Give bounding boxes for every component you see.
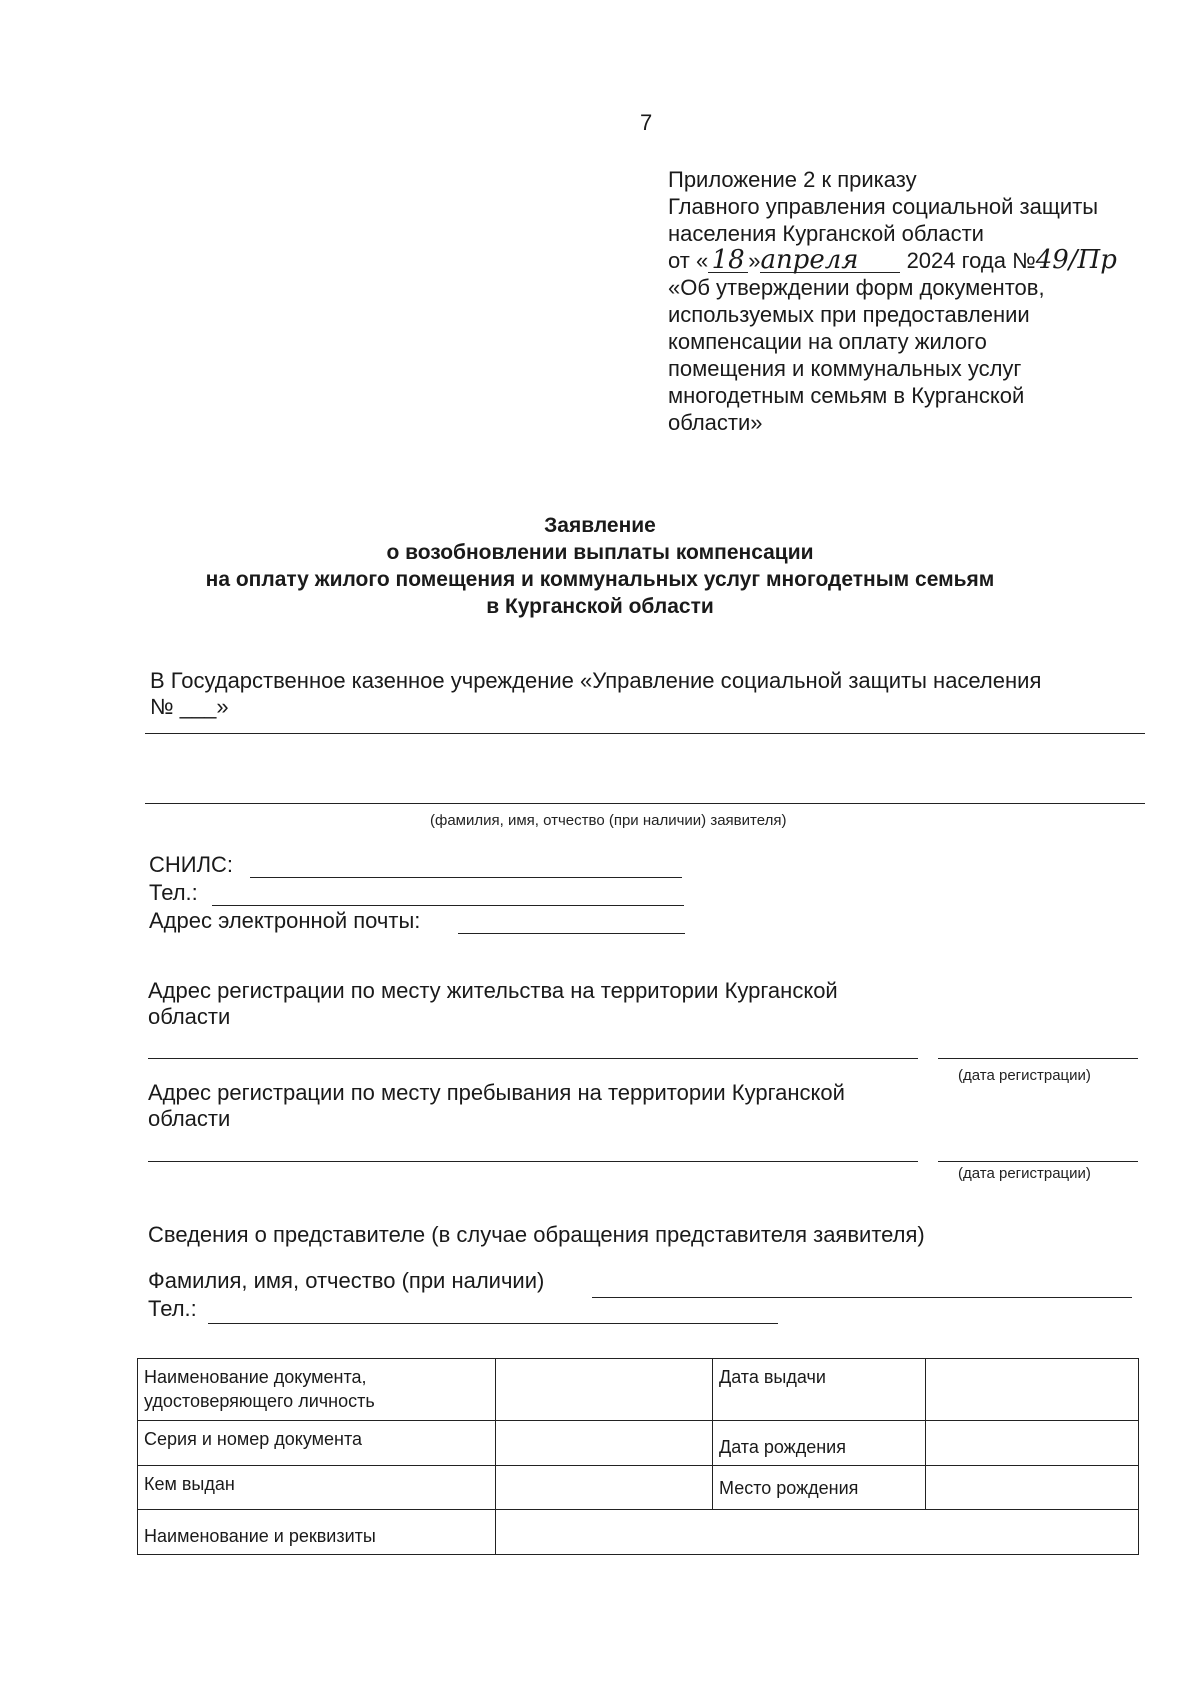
phone-field[interactable] bbox=[212, 905, 684, 906]
residence-line: Адрес регистрации по месту жительства на территории Курганской bbox=[148, 978, 838, 1003]
representative-name-field[interactable] bbox=[592, 1297, 1132, 1298]
applicant-caption: (фамилия, имя, отчество (при наличии) заявителя) bbox=[430, 812, 787, 829]
date-mid: » bbox=[748, 248, 761, 273]
title-line: Заявление bbox=[544, 514, 656, 537]
table-label: Дата выдачи bbox=[713, 1359, 926, 1421]
table-label: Серия и номер документа bbox=[138, 1421, 496, 1466]
document-name-value[interactable] bbox=[496, 1359, 713, 1421]
representative-phone-label: Тел.: bbox=[148, 1296, 197, 1321]
page-number: 7 bbox=[640, 110, 653, 135]
appendix-line: населения Курганской области bbox=[668, 221, 984, 246]
requisites-value[interactable] bbox=[496, 1510, 1139, 1555]
table-row bbox=[138, 1510, 1139, 1555]
appendix-line: помещения и коммунальных услуг bbox=[668, 356, 1022, 381]
stay-line: Адрес регистрации по месту пребывания на территории Курганской bbox=[148, 1080, 845, 1105]
residence-address-field[interactable] bbox=[148, 1058, 918, 1059]
birth-place-value[interactable] bbox=[926, 1466, 1139, 1510]
appendix-block bbox=[668, 166, 1117, 436]
residence-date-field[interactable] bbox=[938, 1058, 1138, 1059]
residence-line: области bbox=[148, 1004, 231, 1029]
table-label: Место рождения bbox=[713, 1466, 926, 1510]
recipient-line: № ___» bbox=[150, 694, 229, 719]
appendix-line: области» bbox=[668, 410, 763, 435]
issued-by-value[interactable] bbox=[496, 1466, 713, 1510]
appendix-line: Главного управления социальной защиты bbox=[668, 194, 1099, 219]
table-row bbox=[138, 1466, 1139, 1510]
title-line: на оплату жилого помещения и коммунальных услуг многодетным семьям bbox=[205, 568, 995, 591]
issue-date-value[interactable] bbox=[926, 1359, 1139, 1421]
stay-line: области bbox=[148, 1106, 231, 1131]
stay-date-field[interactable] bbox=[938, 1161, 1138, 1162]
stay-label bbox=[148, 1080, 845, 1132]
recipient-line: В Государственное казенное учреждение «Управление социальной защиты населения bbox=[150, 668, 1042, 693]
appendix-line: многодетным семьям в Курганской bbox=[668, 383, 1025, 408]
table-cell bbox=[138, 1359, 496, 1421]
document-title bbox=[0, 512, 1200, 620]
title-line: о возобновлении выплаты компенсации bbox=[386, 541, 814, 564]
identity-document-table bbox=[137, 1358, 1139, 1555]
stay-address-field[interactable] bbox=[148, 1161, 918, 1162]
snils-label: СНИЛС: bbox=[149, 852, 234, 877]
representative-name-label: Фамилия, имя, отчество (при наличии) bbox=[148, 1268, 545, 1293]
birth-date-value[interactable] bbox=[926, 1421, 1139, 1466]
appendix-line: компенсации на оплату жилого bbox=[668, 329, 987, 354]
email-field[interactable] bbox=[458, 933, 685, 934]
table-label: Наименование и реквизиты bbox=[138, 1510, 496, 1555]
recipient-underline[interactable] bbox=[145, 733, 1145, 734]
table-label: Кем выдан bbox=[138, 1466, 496, 1510]
email-label: Адрес электронной почты: bbox=[149, 908, 421, 933]
date-year: 2024 года № bbox=[906, 248, 1036, 273]
table-label: удостоверяющего личность bbox=[144, 1391, 375, 1411]
handwritten-day: 18 bbox=[708, 248, 748, 273]
date-prefix: от « bbox=[668, 248, 709, 273]
table-label: Дата рождения bbox=[713, 1421, 926, 1466]
title-line: в Курганской области bbox=[486, 595, 714, 618]
table-label: Наименование документа, bbox=[144, 1367, 367, 1387]
applicant-name-line[interactable] bbox=[145, 803, 1145, 804]
snils-field[interactable] bbox=[250, 877, 682, 878]
phone-label: Тел.: bbox=[149, 880, 198, 905]
appendix-line: используемых при предоставлении bbox=[668, 302, 1030, 327]
representative-phone-field[interactable] bbox=[208, 1323, 778, 1324]
appendix-date-line bbox=[668, 247, 1117, 274]
residence-date-caption: (дата регистрации) bbox=[958, 1067, 1091, 1084]
handwritten-month: апреля bbox=[760, 248, 900, 273]
series-number-value[interactable] bbox=[496, 1421, 713, 1466]
table-row bbox=[138, 1421, 1139, 1466]
appendix-line: Приложение 2 к приказу bbox=[668, 167, 917, 192]
handwritten-order-number: 49/Пр bbox=[1035, 245, 1117, 275]
appendix-line: «Об утверждении форм документов, bbox=[668, 275, 1045, 300]
residence-label bbox=[148, 978, 838, 1030]
recipient-block bbox=[150, 668, 1041, 720]
table-row bbox=[138, 1359, 1139, 1421]
representative-heading: Сведения о представителе (в случае обращения представителя заявителя) bbox=[148, 1222, 925, 1247]
stay-date-caption: (дата регистрации) bbox=[958, 1165, 1091, 1182]
